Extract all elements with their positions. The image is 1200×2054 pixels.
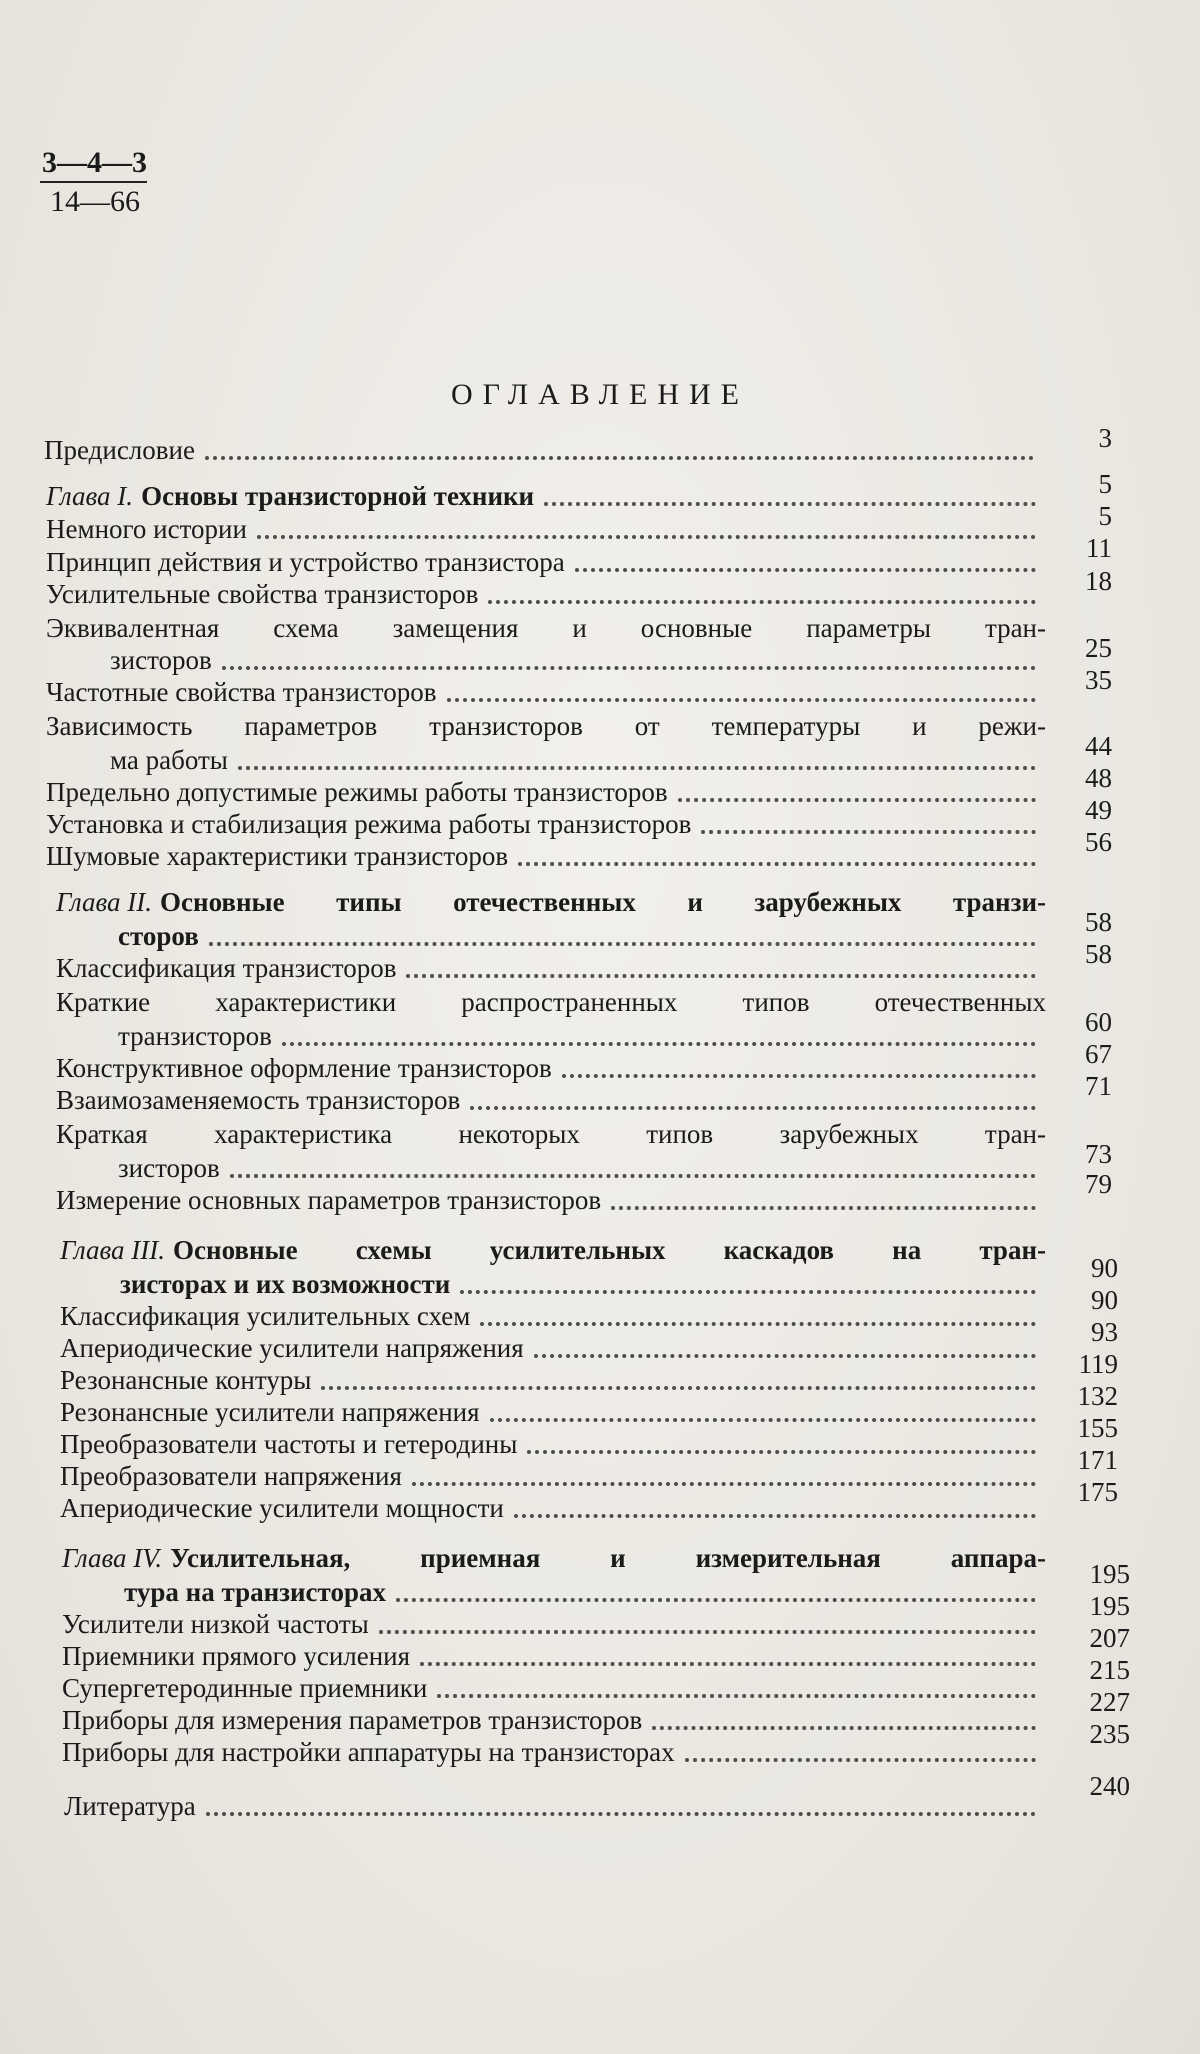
toc-entry [62,1704,1046,1736]
toc-entry-label: Шумовые характеристики транзисторов [46,841,509,871]
toc-entry-label: Установка и стабилизация режима работы транзисторов [46,809,692,839]
dot-leader [206,1812,1036,1816]
toc-entry [60,1300,1046,1332]
toc-page-number: 93 [1091,1317,1118,1347]
dot-leader [460,1290,1036,1294]
toc-entry-label: Приборы для настройки аппаратуры на транзисторах [62,1737,675,1767]
toc-entry-label: Измерение основных параметров транзисторов [56,1185,602,1215]
toc-entry-label: Конструктивное оформление транзисторов [56,1053,552,1083]
toc-entry [120,1268,1046,1300]
toc-entry-label: Классификация транзисторов [56,953,397,983]
dot-leader [544,502,1036,506]
toc-page-number: 90 [1091,1253,1118,1283]
toc-page-number: 90 [1091,1285,1118,1315]
toc-entry-line-1: Краткие характеристики распространенных типов отечественных [56,987,1046,1017]
toc-entry-label-cont: зисторов [118,1153,220,1183]
dot-leader [490,1418,1036,1422]
toc-entry-label: Предисловие [44,435,195,465]
toc-page-number: 132 [1077,1381,1118,1411]
toc-entry-label-cont: зисторов [110,645,212,675]
dot-leader [701,830,1036,834]
dot-leader [488,600,1036,604]
toc-page-number: 71 [1085,1071,1112,1101]
chapter-number: Глава I. [46,481,134,511]
toc-entry-label: Частотные свойства транзисторов [46,677,437,707]
toc-entry [46,776,1046,808]
toc-entry [60,1460,1046,1492]
dot-leader [321,1386,1036,1390]
toc-page-number: 195 [1089,1559,1130,1589]
toc-page-number: 73 [1085,1139,1112,1169]
toc-chapter-entry-line-1 [62,1542,1046,1574]
toc-page-number: 171 [1077,1445,1118,1475]
toc-entry [60,1428,1046,1460]
toc-entry [46,578,1046,610]
toc-entry-label: Апериодические усилители напряжения [60,1333,524,1363]
toc-page-number: 44 [1085,731,1112,761]
toc-page-number: 79 [1085,1169,1112,1199]
toc-entry [46,513,1046,545]
toc-entry [110,644,1046,676]
toc-page-number: 67 [1085,1039,1112,1069]
dot-leader [437,1694,1036,1698]
dot-leader [527,1450,1036,1454]
toc-page-number: 48 [1085,763,1112,793]
toc-entry-label: Основные схемы усилительных каскадов на тран- [173,1235,1046,1265]
chapter-number: Глава III. [60,1235,166,1265]
toc-entry-label: Апериодические усилители мощности [60,1493,504,1523]
toc-entry [60,1492,1046,1524]
toc-entry [118,920,1046,952]
toc-entry [46,676,1046,708]
toc-page-number: 195 [1089,1591,1130,1621]
toc-entry [62,1736,1046,1768]
dot-leader [238,766,1036,770]
toc-page-number: 5 [1098,469,1112,499]
toc-entry-label: Основные типы отечественных и зарубежных транзи- [160,887,1046,917]
toc-page-number: 60 [1085,1007,1112,1037]
toc-entry [46,546,1046,578]
chapter-number: Глава II. [56,887,153,917]
toc-entry-label-cont: зисторах и их возможности [120,1269,451,1299]
toc-entry-label: Резонансные контуры [60,1365,312,1395]
dot-leader [534,1354,1036,1358]
toc-page-number: 207 [1089,1623,1130,1653]
dot-leader [257,535,1036,539]
dot-leader [652,1726,1036,1730]
dot-leader [420,1662,1036,1666]
toc-entry-label: Немного истории [46,514,247,544]
toc-page-number: 11 [1086,533,1112,563]
dot-leader [447,698,1037,702]
toc-page-number: 235 [1089,1719,1130,1749]
toc-entry-label: Литература [64,1791,196,1821]
toc-entry [56,1184,1046,1216]
toc-entry [62,1608,1046,1640]
toc-entry [62,1672,1046,1704]
toc-page-number: 227 [1089,1687,1130,1717]
toc-page-number: 240 [1089,1771,1130,1801]
toc-page-number: 35 [1085,665,1112,695]
toc-entry-line-1: Эквивалентная схема замещения и основные параметры тран- [46,613,1046,643]
toc-entry-label-cont: транзисторов [118,1021,272,1051]
toc-entry [64,1790,1046,1822]
dot-leader [379,1630,1036,1634]
toc-entry-label-cont: сторов [118,921,199,951]
toc-entry-line-1: Зависимость параметров транзисторов от температуры и режи- [46,711,1046,741]
dot-leader [678,798,1036,802]
dot-leader [514,1514,1036,1518]
toc-entry [56,1052,1046,1084]
toc-page-number: 25 [1085,633,1112,663]
toc-page-number: 3 [1098,423,1112,453]
toc-entry-label: Преобразователи частоты и гетеродины [60,1429,518,1459]
toc-chapter-entry-line-1 [56,886,1046,918]
page-title: ОГЛАВЛЕНИЕ [451,378,749,411]
dot-leader [412,1482,1036,1486]
toc-page-number: 58 [1085,907,1112,937]
toc-page-number: 119 [1078,1349,1118,1379]
toc-entry-label: Усилительная, приемная и измерительная аппара- [170,1543,1046,1573]
dot-leader [222,666,1036,670]
dot-leader [685,1758,1036,1762]
toc-entry-label: Основы транзисторной техники [141,481,535,511]
toc-entry [124,1576,1046,1608]
toc-chapter-entry-line-1 [60,1234,1046,1266]
toc-entry-label: Взаимозаменяемость транзисторов [56,1085,461,1115]
toc-page-number: 49 [1085,795,1112,825]
toc-entry-label: Классификация усилительных схем [60,1301,471,1331]
dot-leader [209,942,1036,946]
toc-entry [62,1640,1046,1672]
dot-leader [470,1106,1036,1110]
toc-entry [118,1020,1046,1052]
dot-leader [230,1174,1036,1178]
dot-leader [205,456,1034,460]
toc-entry-label: Супергетеродинные приемники [62,1673,428,1703]
toc-entry-label: Приемники прямого усиления [62,1641,411,1671]
chapter-number: Глава IV. [62,1543,163,1573]
toc-entry [46,840,1046,872]
toc-page-number: 58 [1085,939,1112,969]
toc-page-number: 175 [1077,1477,1118,1507]
toc-entry-label: Усилительные свойства транзисторов [46,579,479,609]
catalog-code-denominator: 14—66 [40,181,147,217]
toc-entry-label-cont: тура на транзисторах [124,1577,386,1607]
dot-leader [562,1074,1036,1078]
toc-entry [60,1396,1046,1428]
toc-entry-label: Резонансные усилители напряжения [60,1397,480,1427]
toc-page-number: 18 [1085,566,1112,596]
toc-entry-label-cont: ма работы [110,745,228,775]
catalog-code-numerator: 3—4—3 [42,146,147,179]
toc-entry-label: Предельно допустимые режимы работы транзисторов [46,777,668,807]
toc-entry [60,1364,1046,1396]
dot-leader [406,974,1036,978]
toc-entry [60,1332,1046,1364]
toc-entry [118,1152,1046,1184]
toc-entry [46,808,1046,840]
toc-entry [56,952,1046,984]
toc-entry [110,744,1046,776]
toc-page-number: 56 [1085,827,1112,857]
toc-page-number: 215 [1089,1655,1130,1685]
dot-leader [282,1042,1036,1046]
toc-page-number: 5 [1098,501,1112,531]
dot-leader [396,1598,1036,1602]
dot-leader [518,862,1036,866]
toc-entry-line-1: Краткая характеристика некоторых типов зарубежных тран- [56,1119,1046,1149]
dot-leader [480,1322,1036,1326]
toc-entry-label: Усилители низкой частоты [62,1609,369,1639]
toc-entry-label: Принцип действия и устройство транзистора [46,547,565,577]
toc-chapter-entry [46,480,1046,512]
toc-page-number: 155 [1077,1413,1118,1443]
toc-entry-label: Преобразователи напряжения [60,1461,402,1491]
dot-leader [611,1206,1036,1210]
dot-leader [575,568,1036,572]
toc-entry-label: Приборы для измерения параметров транзисторов [62,1705,643,1735]
toc-entry [56,1084,1046,1116]
toc-entry [44,434,1044,466]
